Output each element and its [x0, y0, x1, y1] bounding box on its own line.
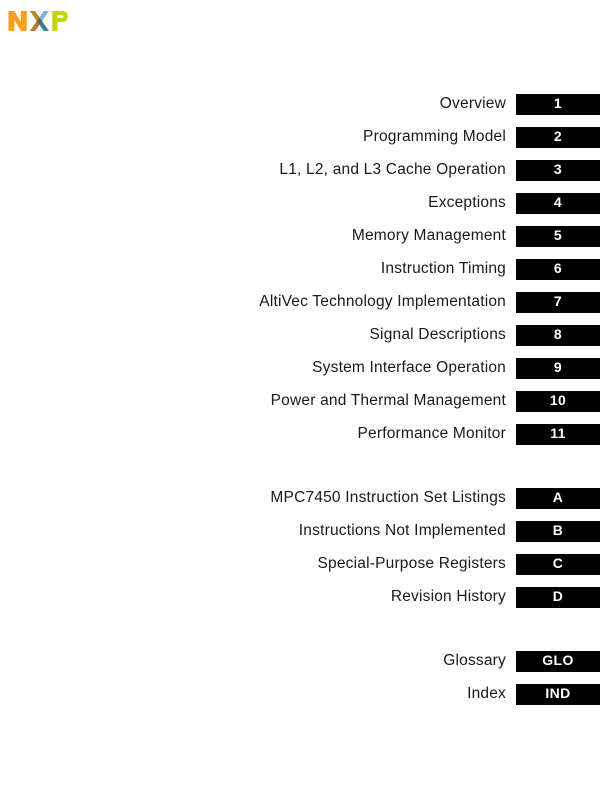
- logo-letter-n: [8, 11, 26, 31]
- toc-row-altivec-implementation[interactable]: [259, 292, 600, 313]
- toc-row-cache-operation[interactable]: [279, 160, 600, 181]
- chapter-label: Exceptions: [428, 193, 506, 211]
- toc-row-programming-model[interactable]: [363, 127, 600, 148]
- chapter-tab: 1: [516, 94, 600, 115]
- chapter-label: Signal Descriptions: [369, 325, 506, 343]
- toc-row-performance-monitor[interactable]: [357, 424, 600, 445]
- chapter-label: Overview: [439, 94, 506, 112]
- chapter-label: L1, L2, and L3 Cache Operation: [279, 160, 506, 178]
- back-matter-label: Glossary: [443, 651, 506, 669]
- back-matter-tab: GLO: [516, 651, 600, 672]
- toc-row-revision-history[interactable]: [391, 587, 600, 608]
- chapter-tab: 9: [516, 358, 600, 379]
- toc-row-instruction-timing[interactable]: [381, 259, 600, 280]
- appendix-label: Special-Purpose Registers: [317, 554, 506, 572]
- toc-row-glossary[interactable]: [443, 651, 600, 672]
- chapter-tab: 8: [516, 325, 600, 346]
- chapter-label: Power and Thermal Management: [270, 391, 506, 409]
- chapter-label: Programming Model: [363, 127, 506, 145]
- appendix-label: MPC7450 Instruction Set Listings: [270, 488, 506, 506]
- toc-row-system-interface-operation[interactable]: [312, 358, 600, 379]
- back-matter-label: Index: [467, 684, 506, 702]
- nxp-logo: [8, 11, 68, 31]
- toc-section-back-matter: [443, 651, 600, 705]
- chapter-tab: 5: [516, 226, 600, 247]
- toc-section-chapters: [259, 94, 600, 457]
- toc-section-appendices: [270, 488, 600, 620]
- toc-row-signal-descriptions[interactable]: [370, 325, 600, 346]
- appendix-tab: C: [516, 554, 600, 575]
- chapter-tab: 11: [516, 424, 600, 445]
- chapter-label: System Interface Operation: [312, 358, 506, 376]
- toc: [259, 94, 600, 705]
- toc-row-memory-management[interactable]: [352, 226, 600, 247]
- appendix-tab: D: [516, 587, 600, 608]
- chapter-label: Instruction Timing: [380, 259, 506, 277]
- toc-row-overview[interactable]: [440, 94, 600, 115]
- chapter-label: Performance Monitor: [357, 424, 506, 442]
- appendix-tab: A: [516, 488, 600, 509]
- toc-row-power-thermal-management[interactable]: [271, 391, 600, 412]
- nxp-logo-icon: [8, 11, 68, 31]
- chapter-label: AltiVec Technology Implementation: [259, 292, 506, 310]
- back-matter-tab: IND: [516, 684, 600, 705]
- chapter-tab: 4: [516, 193, 600, 214]
- toc-row-exceptions[interactable]: [428, 193, 600, 214]
- appendix-label: Revision History: [390, 587, 506, 605]
- chapter-tab: 10: [516, 391, 600, 412]
- appendix-label: Instructions Not Implemented: [298, 521, 506, 539]
- chapter-tab: 6: [516, 259, 600, 280]
- toc-row-special-purpose-registers[interactable]: [317, 554, 600, 575]
- toc-row-instructions-not-implemented[interactable]: [299, 521, 600, 542]
- chapter-tab: 2: [516, 127, 600, 148]
- logo-letter-p: [52, 11, 67, 31]
- toc-row-instruction-set-listings[interactable]: [270, 488, 600, 509]
- chapter-tab: 3: [516, 160, 600, 181]
- chapter-label: Memory Management: [351, 226, 506, 244]
- chapter-tab: 7: [516, 292, 600, 313]
- toc-row-index[interactable]: [467, 684, 600, 705]
- appendix-tab: B: [516, 521, 600, 542]
